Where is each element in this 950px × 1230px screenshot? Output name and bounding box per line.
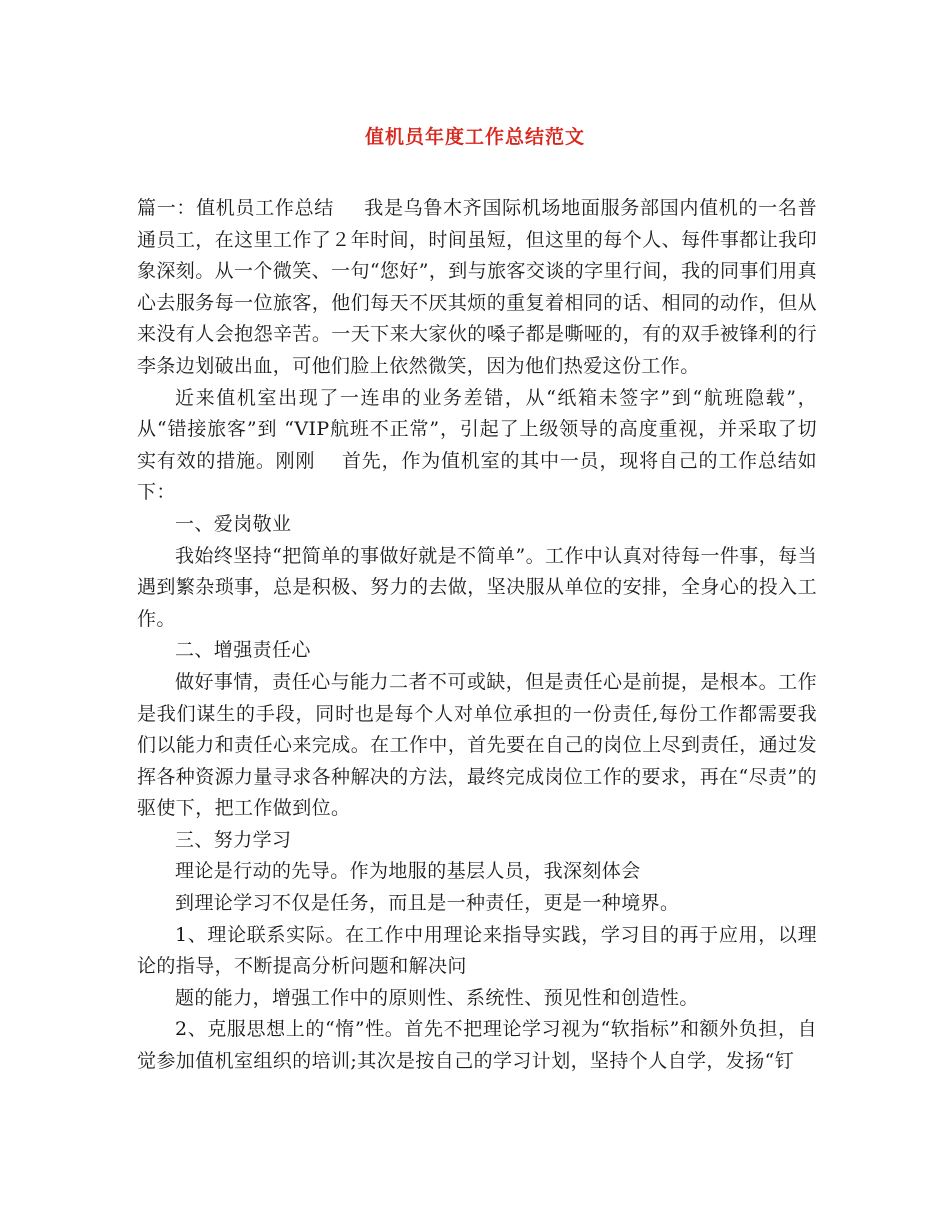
section-lead: 篇一：值机员工作总结 xyxy=(137,197,334,219)
paragraph-intro xyxy=(137,193,817,383)
list-item: 1、理论联系实际。在工作中用理论来指导实践，学习目的再于应用，以理论的指导，不断提高分析问题和解决问 xyxy=(137,923,817,978)
list-item: 2、克服思想上的“惰”性。首先不把理论学习视为“软指标”和额外负担，自觉参加值机室组织的培训;其次是按自己的学习计划，坚持个人自学，发扬“钉 xyxy=(137,1018,817,1073)
paragraph: 我始终坚持“把简单的事做好就是不简单”。工作中认真对待每一件事，每当遇到繁杂琐事，总是积极、努力的去做，坚决服从单位的安排，全身心的投入工作。 xyxy=(137,544,817,630)
document-body xyxy=(137,193,817,1078)
paragraph-text: 我是乌鲁木齐国际机场地面服务部国内值机的一名普通员工，在这里工作了２年时间，时间虽短，但这里的每个人、每件事都让我印象深刻。从一个微笑、一句“您好”，到与旅客交谈的字里行间，我的同事们用真心去服务每一位旅客，他们每天不厌其烦的重复着相同的话、相同的动作，但从来没有人会抱怨辛苦。一天下来大家伙的嗓子都是嘶哑的，有的双手被锋利的行李条边划破出血，可他们脸上依然微笑，因为他们热爱这份工作。 xyxy=(137,197,817,377)
paragraph: 近来值机室出现了一连串的业务差错，从“纸箱未签字”到“航班隐载”，从“错接旅客”到 “VIP航班不正常”，引起了上级领导的高度重视，并采取了切实有效的措施。刚刚 首先，作为值机室的其中一员，现将自己的工作总结如下： xyxy=(137,386,817,504)
section-heading: 一、爱岗敬业 xyxy=(175,512,292,535)
paragraph: 做好事情，责任心与能力二者不可或缺，但是责任心是前提，是根本。工作是我们谋生的手段，同时也是每个人对单位承担的一份责任,每份工作都需要我们以能力和责任心来完成。在工作中，首先要在自己的岗位上尽到责任，通过发挥各种资源力量寻求各种解决的方法，最终完成岗位工作的要求，再在“尽责”的驱使下，把工作做到位。 xyxy=(137,670,817,820)
section-heading: 三、努力学习 xyxy=(175,828,292,851)
section-heading: 二、增强责任心 xyxy=(175,639,311,662)
paragraph: 到理论学习不仅是任务，而且是一种责任，更是一种境界。 xyxy=(175,892,680,915)
paragraph: 理论是行动的先导。作为地服的基层人员，我深刻体会 xyxy=(175,860,641,883)
paragraph: 题的能力，增强工作中的原则性、系统性、预见性和创造性。 xyxy=(175,986,699,1009)
document-title: 值机员年度工作总结范文 xyxy=(364,126,585,148)
